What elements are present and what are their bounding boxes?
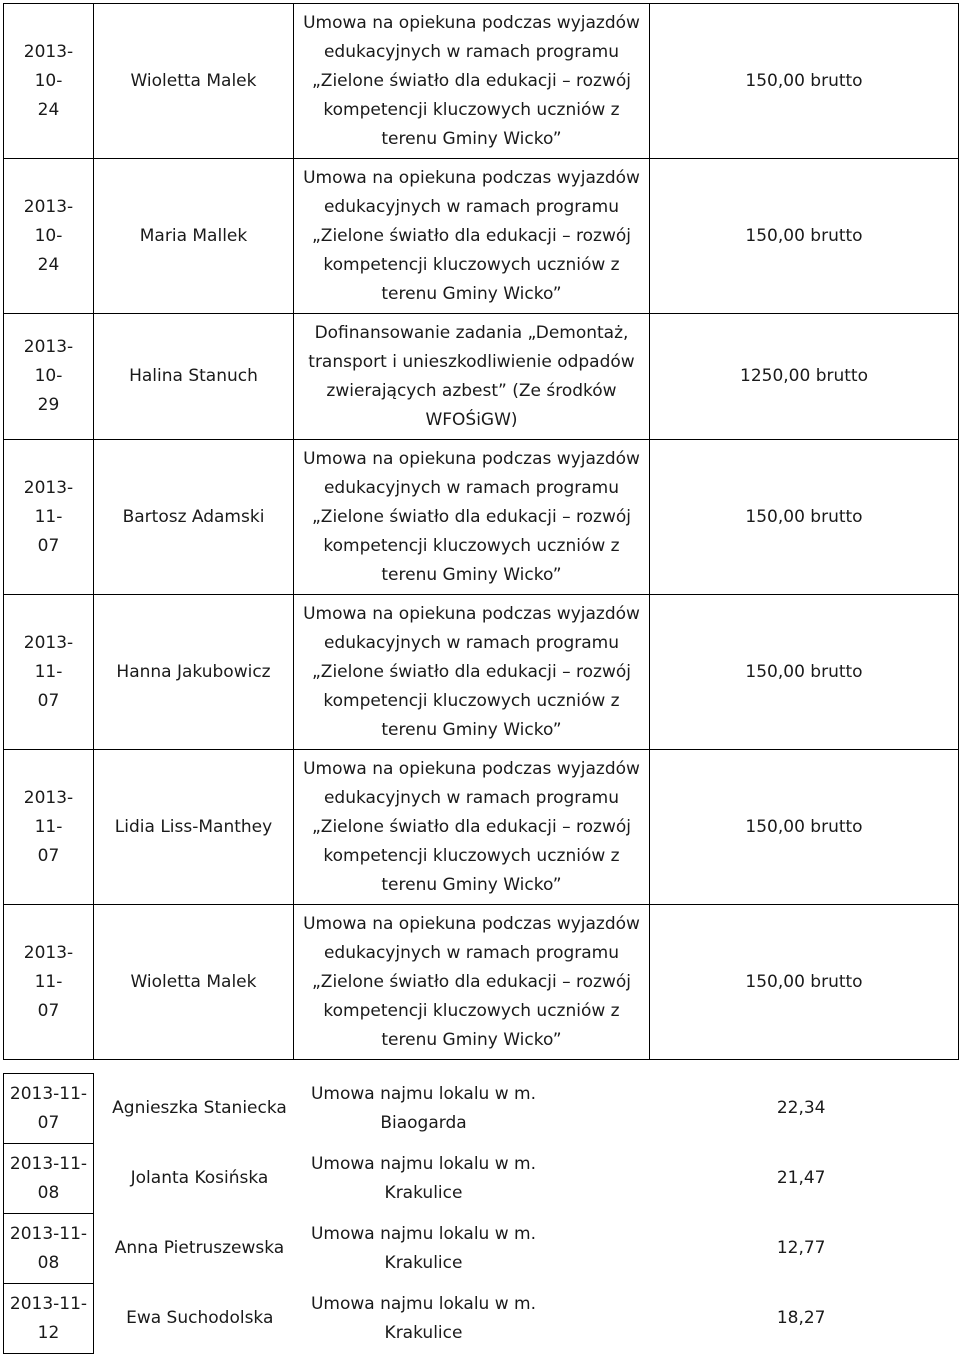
amount-cell: 150,00 brutto — [650, 750, 959, 905]
amount-cell: 22,34 — [776, 1098, 826, 1118]
amount-cell: 150,00 brutto — [650, 4, 959, 159]
date-cell: 2013-11- 12 — [4, 1284, 94, 1354]
table-row — [4, 314, 959, 440]
name-cell: Hanna Jakubowicz — [94, 595, 294, 750]
date-cell: 2013-11- 07 — [4, 440, 94, 595]
name-cell: Lidia Liss-Manthey — [94, 750, 294, 905]
description-cell: Umowa najmu lokalu w m. Biaogarda — [310, 1083, 537, 1133]
date-cell: 2013-11- 07 — [4, 1074, 94, 1144]
date-cell: 2013-10- 29 — [4, 314, 94, 440]
name-cell: Bartosz Adamski — [94, 440, 294, 595]
name-cell: Ewa Suchodolska — [126, 1308, 274, 1328]
table-row — [4, 750, 959, 905]
description-cell: Umowa na opiekuna podczas wyjazdów edukacyjnych w ramach programu „Zielone światło dla edukacji – rozwój kompetencji kluczowych uczniów z terenu Gminy Wicko” — [294, 159, 650, 314]
amount-cell: 21,47 — [776, 1168, 826, 1188]
description-cell: Umowa na opiekuna podczas wyjazdów edukacyjnych w ramach programu „Zielone światło dla edukacji – rozwój kompetencji kluczowych uczniów z terenu Gminy Wicko” — [294, 595, 650, 750]
description-cell: Umowa najmu lokalu w m. Krakulice — [310, 1293, 537, 1343]
table-row — [4, 905, 959, 1060]
description-cell: Umowa na opiekuna podczas wyjazdów edukacyjnych w ramach programu „Zielone światło dla edukacji – rozwój kompetencji kluczowych uczniów z terenu Gminy Wicko” — [294, 750, 650, 905]
date-cell: 2013-11- 07 — [4, 595, 94, 750]
date-cell: 2013-11- 08 — [4, 1144, 94, 1214]
table-row — [4, 1144, 959, 1214]
name-cell: Anna Pietruszewska — [114, 1238, 285, 1258]
amount-cell: 1250,00 brutto — [650, 314, 959, 440]
amount-cell: 150,00 brutto — [650, 159, 959, 314]
name-cell: Maria Mallek — [94, 159, 294, 314]
date-cell: 2013-11- 07 — [4, 750, 94, 905]
description-cell: Umowa najmu lokalu w m. Krakulice — [310, 1223, 537, 1273]
description-cell: Umowa na opiekuna podczas wyjazdów edukacyjnych w ramach programu „Zielone światło dla edukacji – rozwój kompetencji kluczowych uczniów z terenu Gminy Wicko” — [294, 4, 650, 159]
name-cell: Wioletta Malek — [94, 905, 294, 1060]
table-row — [4, 1284, 959, 1354]
date-cell: 2013-11- 07 — [4, 905, 94, 1060]
description-cell: Umowa najmu lokalu w m. Krakulice — [310, 1153, 537, 1203]
description-cell: Umowa na opiekuna podczas wyjazdów edukacyjnych w ramach programu „Zielone światło dla edukacji – rozwój kompetencji kluczowych uczniów z terenu Gminy Wicko” — [294, 440, 650, 595]
contracts-table-lower — [3, 1073, 959, 1354]
name-cell: Halina Stanuch — [94, 314, 294, 440]
contracts-table-upper — [3, 3, 959, 1060]
description-cell: Umowa na opiekuna podczas wyjazdów edukacyjnych w ramach programu „Zielone światło dla edukacji – rozwój kompetencji kluczowych uczniów z terenu Gminy Wicko” — [294, 905, 650, 1060]
amount-cell: 12,77 — [776, 1238, 826, 1258]
table-row — [4, 4, 959, 159]
amount-cell: 18,27 — [776, 1308, 826, 1328]
amount-cell: 150,00 brutto — [650, 440, 959, 595]
date-cell: 2013-10- 24 — [4, 4, 94, 159]
name-cell: Agnieszka Staniecka — [112, 1098, 287, 1118]
name-cell: Jolanta Kosińska — [130, 1168, 269, 1188]
table-row — [4, 1074, 959, 1144]
table-row — [4, 159, 959, 314]
amount-cell: 150,00 brutto — [650, 905, 959, 1060]
table-row — [4, 595, 959, 750]
table-row — [4, 1214, 959, 1284]
name-cell: Wioletta Malek — [94, 4, 294, 159]
date-cell: 2013-11- 08 — [4, 1214, 94, 1284]
description-cell: Dofinansowanie zadania „Demontaż, transport i unieszkodliwienie odpadów zwierających azbest” (Ze środków WFOŚiGW) — [294, 314, 650, 440]
amount-cell: 150,00 brutto — [650, 595, 959, 750]
table-row — [4, 440, 959, 595]
date-cell: 2013-10- 24 — [4, 159, 94, 314]
